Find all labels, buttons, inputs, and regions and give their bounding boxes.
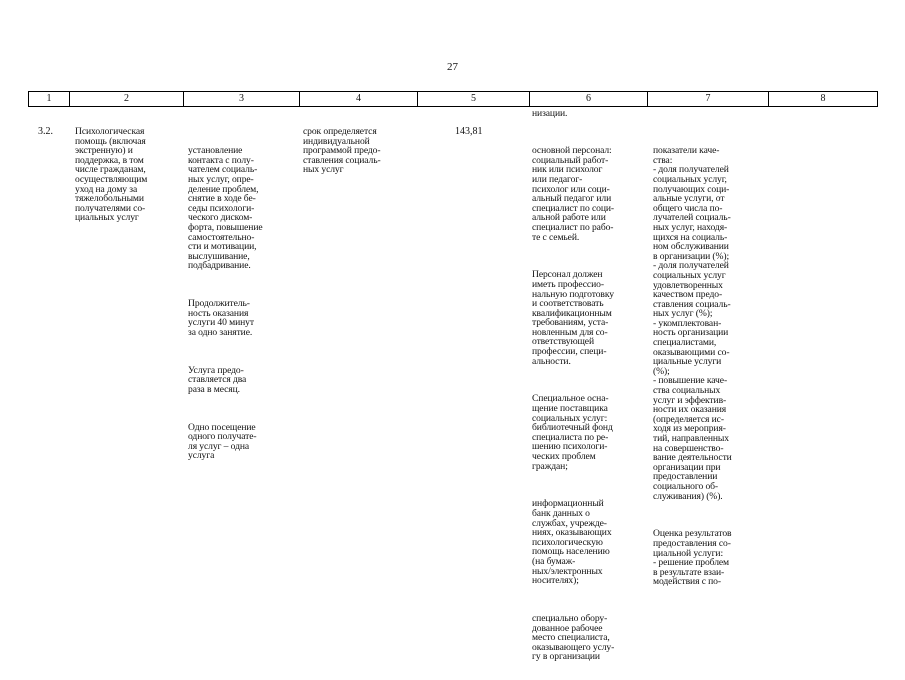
indicators-paragraph: показатели каче- ства: - доля получателей социальных услуг, получающих соци- альные услуги, от общего числа по- лучателей социаль- ных услуг, находя- щихся на социаль- ном обслуживании в организации (%); - доля получателей социальных услуг удовлетворенных качеством предо- ставления социаль- ных услуг (%); - укомплектован- ность организации специалистами, оказывающими со- циальные услуги (%); - повышение каче- ства социальных услуг и эффектив- ности их оказания (определяется ис- ходя из мероприя- тий, направленных на совершенство- вание деятельности организации при предоставлении социального об- служивания) (%).	[653, 145, 732, 502]
header-col-7: 7	[648, 92, 769, 107]
quality-indicators	[653, 127, 732, 606]
service-name: Психологическая помощь (включая экстренную) и поддержка, в том числе гражданам, осуществляющим уход на дому за тяжелобольными получателями со- циальных услуг	[75, 126, 148, 224]
conditions-paragraph: Специальное осна- щение поставщика социальных услуг: библиотечный фонд специалиста по ре- шению психологи- ческих проблем граждан;	[532, 393, 613, 472]
column-number-header	[28, 91, 878, 107]
page-number: 27	[447, 61, 458, 73]
header-col-8: 8	[769, 92, 878, 107]
conditions-paragraph: Персонал должен иметь профессио- нальную подготовку и соответствовать квалификационным требованиям, уста- новленным для со- ответствующей профессии, специ- альности.	[532, 269, 614, 367]
header-col-4: 4	[300, 92, 418, 107]
description-paragraph: Услуга предо- ставляется два раза в месяц.	[188, 364, 247, 395]
header-col-3: 3	[184, 92, 300, 107]
conditions-top-fragment: низации.	[532, 108, 568, 119]
service-conditions	[532, 127, 614, 680]
row-number: 3.2.	[38, 126, 53, 137]
conditions-paragraph: основной персонал: социальный работ- ник или психолог или педагог- психолог или соци- альный педагог или специалист по соци- альной работе или специалист по рабо- те с семьей.	[532, 145, 614, 243]
service-tariff: 143,81	[455, 126, 483, 137]
indicators-paragraph: Оценка результатов предоставления со- циальной услуги: - решение проблем в результате взаи- модействия с по-	[653, 528, 732, 588]
header-col-2: 2	[70, 92, 184, 107]
header-col-6: 6	[530, 92, 648, 107]
service-term: срок определяется индивидуальной программой предо- ставления социаль- ных услуг	[303, 126, 381, 176]
description-paragraph: Продолжитель- ность оказания услуги 40 минут за одно занятие.	[188, 298, 254, 338]
conditions-paragraph: специально обору- дованное рабочее место специалиста, оказывающего услу- гу в организации	[532, 612, 615, 663]
service-description	[188, 127, 263, 480]
description-paragraph: Одно посещение одного получате- ля услуг – одна услуга	[188, 421, 257, 462]
header-col-1: 1	[29, 92, 70, 107]
header-col-5: 5	[418, 92, 530, 107]
conditions-paragraph: информационный банк данных о службах, учрежде- ниях, оказывающих психологическую помощь населению (на бумаж- ных/электронных носителях);	[532, 498, 612, 587]
description-paragraph: установление контакта с полу- чателем социаль- ных услуг, опре- деление проблем, снятие в ходе бе- седы психологи- ческого диском- форта, повышение самостоятельно- сти и мотивации, выслушивание, подбадривание.	[188, 145, 263, 272]
